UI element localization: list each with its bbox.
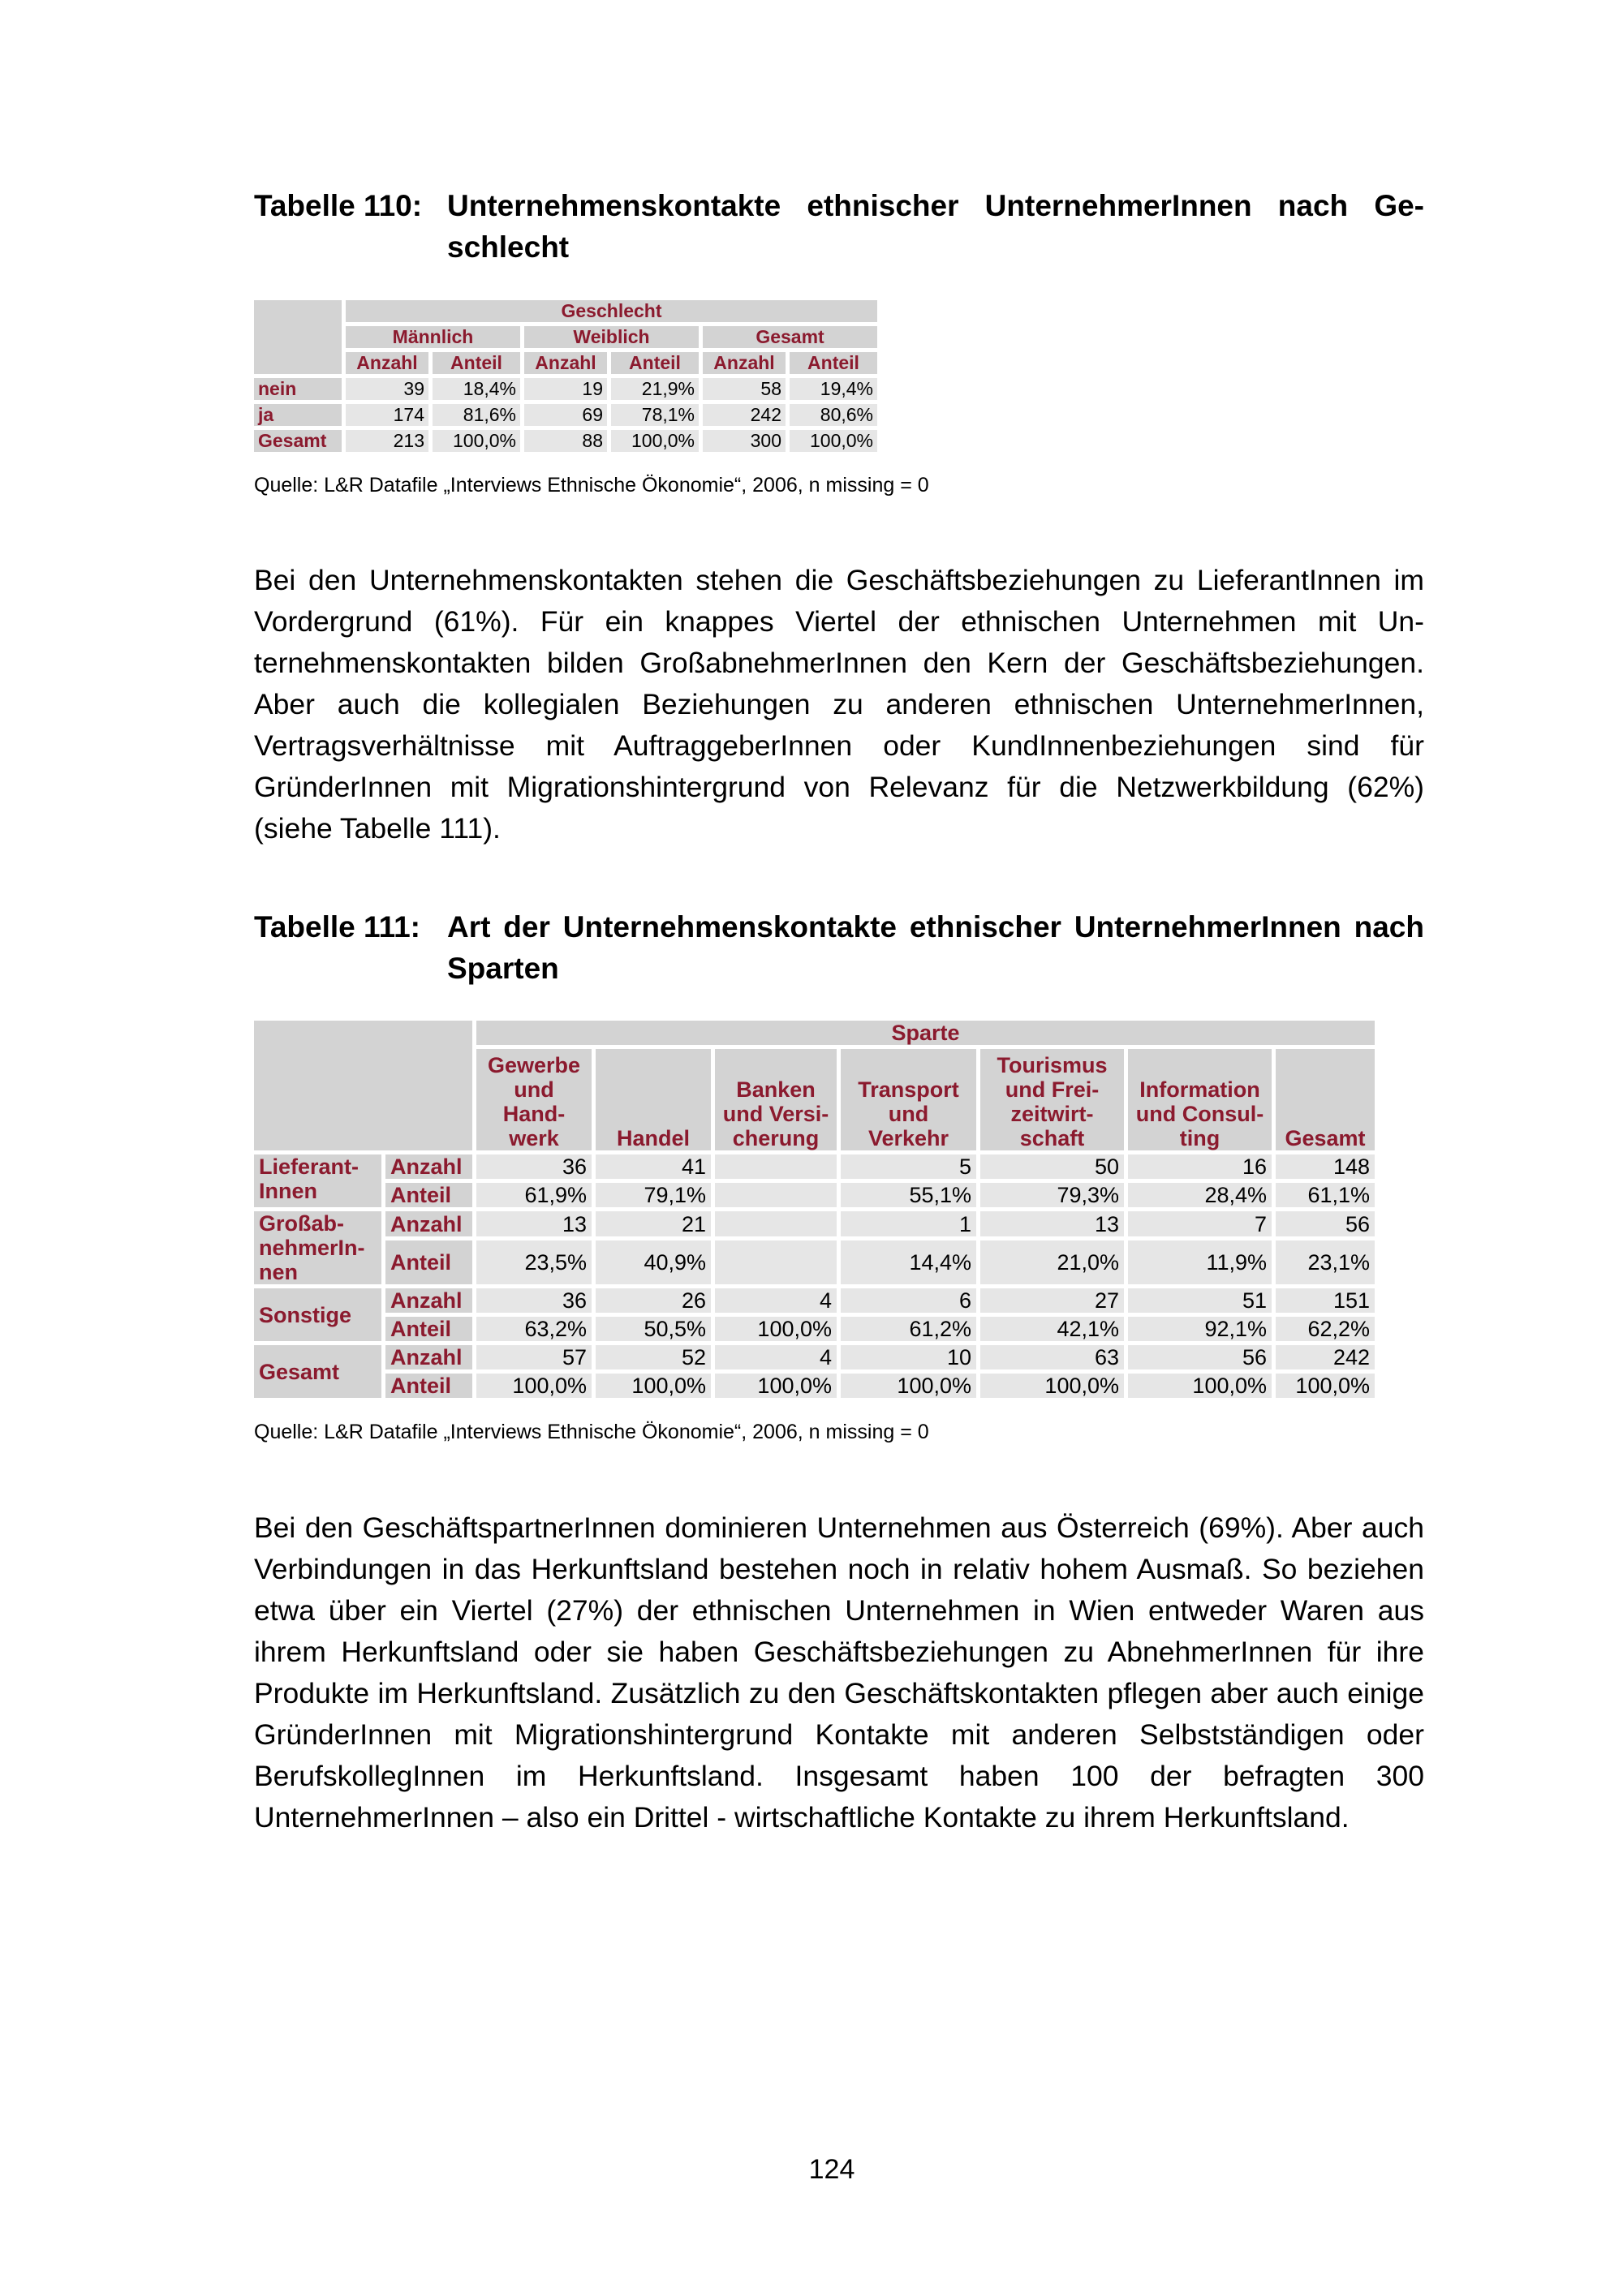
cell: 58: [703, 378, 786, 400]
cell: 80,6%: [790, 404, 877, 426]
cell: 69: [524, 404, 607, 426]
table-row: [254, 404, 877, 426]
col-header-handel: [596, 1049, 711, 1150]
table-row: [254, 1288, 1375, 1313]
col-header-line: Transport: [858, 1077, 959, 1102]
table-110: [250, 296, 881, 456]
col-header: Anzahl: [346, 352, 428, 374]
table-110-caption: [254, 185, 1424, 268]
col-header: Anzahl: [524, 352, 607, 374]
col-header-gesamt: [1276, 1049, 1375, 1150]
cell: 242: [703, 404, 786, 426]
cell: 100,0%: [433, 430, 520, 452]
cell: 4: [715, 1345, 837, 1369]
col-header-line: cherung: [732, 1126, 820, 1150]
table-111-caption-text: [447, 906, 1424, 989]
col-header-gewerbe: [476, 1049, 592, 1150]
subgroup-maennlich: Männlich: [346, 326, 520, 348]
measure-label: Anzahl: [385, 1345, 472, 1369]
col-header: Anzahl: [703, 352, 786, 374]
cell: 174: [346, 404, 428, 426]
col-header-line: und Versi-: [722, 1102, 829, 1126]
table-111-caption: [254, 906, 1424, 989]
subgroup-gesamt: Gesamt: [703, 326, 877, 348]
cell: 100,0%: [611, 430, 699, 452]
cell: 21,0%: [980, 1240, 1124, 1284]
col-header-line: Handel: [616, 1126, 691, 1150]
cell: 42,1%: [980, 1317, 1124, 1341]
measure-label: Anzahl: [385, 1211, 472, 1236]
col-header-tourismus: [980, 1049, 1124, 1150]
cell: 100,0%: [790, 430, 877, 452]
table-111-caption-line2: Sparten: [447, 952, 559, 985]
col-header: Anteil: [790, 352, 877, 374]
group-header-geschlecht: Geschlecht: [346, 300, 877, 322]
cell: 100,0%: [596, 1374, 711, 1398]
table-row: [254, 378, 877, 400]
cell: 18,4%: [433, 378, 520, 400]
group-header-sparte: Sparte: [476, 1021, 1375, 1045]
cell: 56: [1128, 1345, 1272, 1369]
cell: 52: [596, 1345, 711, 1369]
cell: 100,0%: [476, 1374, 592, 1398]
cell: [715, 1183, 837, 1207]
table-110-source: Quelle: L&R Datafile „Interviews Ethnische Ökonomie“, 2006, n missing = 0: [254, 474, 929, 497]
table-row: [254, 1345, 1375, 1369]
table-110-caption-text: [447, 185, 1424, 268]
cell: 79,1%: [596, 1183, 711, 1207]
cell: 19,4%: [790, 378, 877, 400]
table-110-caption-line1: Unternehmenskontakte ethnischer UnternehmerInnen nach Ge-: [447, 189, 1424, 222]
cell: 27: [980, 1288, 1124, 1313]
cell: 50,5%: [596, 1317, 711, 1341]
measure-label: Anzahl: [385, 1288, 472, 1313]
cell: 7: [1128, 1211, 1272, 1236]
cell: 11,9%: [1128, 1240, 1272, 1284]
cell: 16: [1128, 1154, 1272, 1179]
cell: 63,2%: [476, 1317, 592, 1341]
cell: 21: [596, 1211, 711, 1236]
table-row: [254, 1211, 1375, 1236]
col-header-information: [1128, 1049, 1272, 1150]
cell: 151: [1276, 1288, 1375, 1313]
col-header-banken: [715, 1049, 837, 1150]
row-label: nein: [254, 378, 342, 400]
corner-cell: [254, 1021, 472, 1150]
cell: 242: [1276, 1345, 1375, 1369]
cell: 88: [524, 430, 607, 452]
measure-label: Anteil: [385, 1317, 472, 1341]
cell: 5: [841, 1154, 976, 1179]
cell: [715, 1154, 837, 1179]
cell: 13: [476, 1211, 592, 1236]
table-111: [250, 1017, 1379, 1402]
cell: 23,5%: [476, 1240, 592, 1284]
measure-label: Anteil: [385, 1183, 472, 1207]
measure-label: Anteil: [385, 1240, 472, 1284]
cell: 21,9%: [611, 378, 699, 400]
col-header-transport: [841, 1049, 976, 1150]
row-group-label-sonstige: [254, 1288, 381, 1341]
subgroup-weiblich: Weiblich: [524, 326, 699, 348]
cell: 100,0%: [1128, 1374, 1272, 1398]
cell: 1: [841, 1211, 976, 1236]
row-group-label-line: nen: [259, 1260, 299, 1284]
cell: 100,0%: [715, 1317, 837, 1341]
cell: 213: [346, 430, 428, 452]
row-group-label-line: Gesamt: [259, 1359, 340, 1384]
row-group-label-line: Sonstige: [259, 1302, 352, 1327]
col-header-line: und Frei-: [1005, 1077, 1100, 1102]
table-row: [254, 1240, 1375, 1284]
col-header-line: Tourismus: [997, 1053, 1108, 1077]
col-header-line: zeitwirt-: [1010, 1102, 1094, 1126]
col-header-line: werk: [509, 1126, 559, 1150]
cell: 10: [841, 1345, 976, 1369]
row-group-label-lieferantinnen: [254, 1154, 381, 1207]
page-number: 124: [808, 2154, 855, 2185]
cell: 63: [980, 1345, 1124, 1369]
body-paragraph-2: Bei den GeschäftspartnerInnen dominieren Unternehmen aus Österreich (69%). Aber auch Verbindungen in das Herkunftsland bestehen noch in relativ hohem Ausmaß. So beziehen etwa über ein Viertel (27%) der ethnischen Unternehmen in Wien entweder Waren aus ihrem Herkunftsland oder sie haben Geschäftsbeziehungen zu AbnehmerInnen für ihre Produkte im Herkunftsland. Zusätzlich zu den Geschäftskontakten pflegen aber auch einige GründerInnen mit Migrationshintergrund Kontakte mit anderen Selbstständigen oder BerufskollegInnen im Herkunftsland. Insgesamt haben 100 der befragten 300 UnternehmerInnen – also ein Drittel - wirtschaftliche Kontakte zu ihrem Herkunftsland.: [254, 1511, 1424, 1834]
col-header-line: Information: [1139, 1077, 1260, 1102]
cell: 56: [1276, 1211, 1375, 1236]
cell: 14,4%: [841, 1240, 976, 1284]
cell: 55,1%: [841, 1183, 976, 1207]
cell: 6: [841, 1288, 976, 1313]
cell: 4: [715, 1288, 837, 1313]
cell: 61,2%: [841, 1317, 976, 1341]
row-group-label-line: Großab-: [259, 1211, 344, 1236]
cell: 100,0%: [1276, 1374, 1375, 1398]
col-header-line: Gesamt: [1285, 1126, 1366, 1150]
table-111-source: Quelle: L&R Datafile „Interviews Ethnische Ökonomie“, 2006, n missing = 0: [254, 1421, 929, 1443]
col-header-line: Banken: [736, 1077, 816, 1102]
cell: 40,9%: [596, 1240, 711, 1284]
cell: 100,0%: [980, 1374, 1124, 1398]
row-group-label-line: Lieferant-: [259, 1154, 359, 1179]
cell: 51: [1128, 1288, 1272, 1313]
table-row: [254, 430, 877, 452]
cell: 61,1%: [1276, 1183, 1375, 1207]
cell: 100,0%: [841, 1374, 976, 1398]
cell: 23,1%: [1276, 1240, 1375, 1284]
row-label: ja: [254, 404, 342, 426]
cell: 100,0%: [715, 1374, 837, 1398]
col-header-line: und Verkehr: [867, 1102, 949, 1150]
cell: 79,3%: [980, 1183, 1124, 1207]
table-111-caption-line1: Art der Unternehmenskontakte ethnischer UnternehmerInnen nach: [447, 910, 1424, 944]
cell: 57: [476, 1345, 592, 1369]
table-row: [254, 1154, 1375, 1179]
measure-label: Anzahl: [385, 1154, 472, 1179]
table-110-caption-number: Tabelle 110:: [254, 189, 423, 222]
cell: 39: [346, 378, 428, 400]
cell: [715, 1211, 837, 1236]
col-header-line: Gewerbe: [487, 1053, 581, 1077]
cell: 50: [980, 1154, 1124, 1179]
cell: 26: [596, 1288, 711, 1313]
cell: 19: [524, 378, 607, 400]
table-row: [254, 1374, 1375, 1398]
cell: 36: [476, 1288, 592, 1313]
row-label: Gesamt: [254, 430, 342, 452]
col-header: Anteil: [433, 352, 520, 374]
row-group-label-gesamt: [254, 1345, 381, 1398]
cell: 62,2%: [1276, 1317, 1375, 1341]
cell: 13: [980, 1211, 1124, 1236]
table-row: [254, 1183, 1375, 1207]
cell: 78,1%: [611, 404, 699, 426]
cell: 36: [476, 1154, 592, 1179]
row-group-label-line: Innen: [259, 1179, 317, 1203]
corner-cell: [254, 300, 342, 374]
row-group-label-grossabnehmerinnen: [254, 1211, 381, 1284]
cell: 81,6%: [433, 404, 520, 426]
cell: 300: [703, 430, 786, 452]
col-header-line: schaft: [1019, 1126, 1085, 1150]
cell: [715, 1240, 837, 1284]
cell: 92,1%: [1128, 1317, 1272, 1341]
col-header-line: und Hand-: [502, 1077, 566, 1126]
col-header: Anteil: [611, 352, 699, 374]
cell: 28,4%: [1128, 1183, 1272, 1207]
table-110-caption-line2: schlecht: [447, 230, 570, 264]
col-header-line: ting: [1179, 1126, 1220, 1150]
table-111-caption-number: Tabelle 111:: [254, 910, 420, 944]
measure-label: Anteil: [385, 1374, 472, 1398]
col-header-line: und Consul-: [1135, 1102, 1264, 1126]
cell: 41: [596, 1154, 711, 1179]
cell: 61,9%: [476, 1183, 592, 1207]
table-row: [254, 1317, 1375, 1341]
row-group-label-line: nehmerIn-: [259, 1236, 365, 1260]
cell: 148: [1276, 1154, 1375, 1179]
body-paragraph-1: Bei den Unternehmenskontakten stehen die Geschäftsbeziehungen zu LieferantInnen im Vordergrund (61%). Für ein knappes Viertel der ethnischen Unternehmen mit Unternehmenskontakten bilden GroßabnehmerInnen den Kern der Geschäftsbeziehungen. Aber auch die kollegialen Beziehungen zu anderen ethnischen UnternehmerInnen, Vertragsverhältnisse mit AuftraggeberInnen oder KundInnenbeziehungen sind für GründerInnen mit Migrationshintergrund von Relevanz für die Netzwerkbildung (62%) (siehe Tabelle 111).: [254, 564, 1424, 845]
